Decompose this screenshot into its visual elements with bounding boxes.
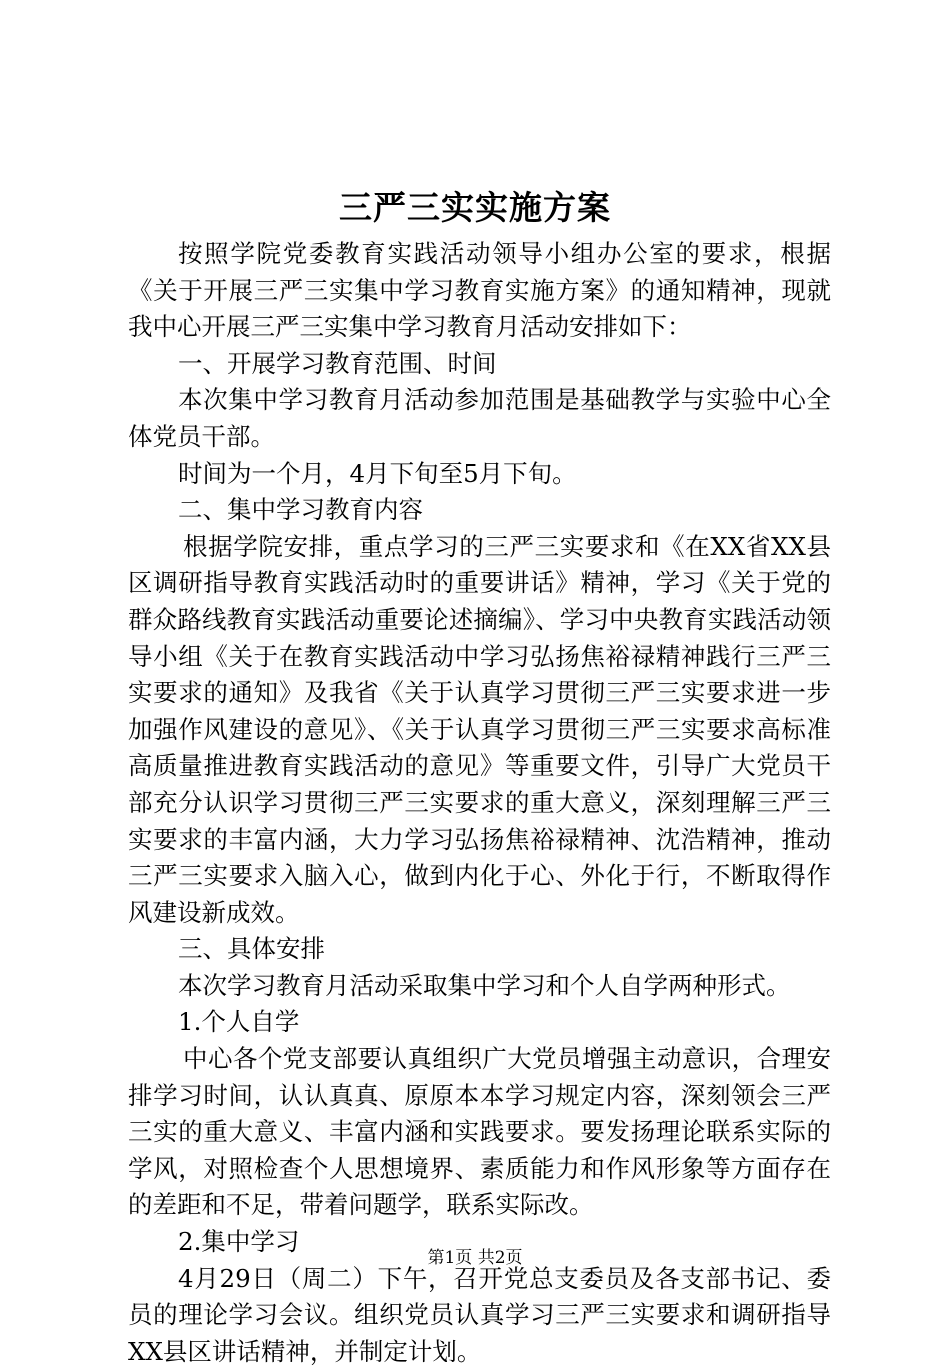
section-heading-3: 三、具体安排: [178, 934, 325, 964]
self-study-paragraph: 中心各个党支部要认真组织广大党员增强主动意识，合理安排学习时间，认认真真、原原本本学习规定内容，深刻领会三严三实的重大意义、丰富内涵和实践要求。要发扬理论联系实际的学风，对照检查个人思想境界、素质能力和作风形象等方面存在的差距和不足，带着问题学，联系实际改。: [128, 1044, 831, 1220]
scope-paragraph: 本次集中学习教育月活动参加范围是基础教学与实验中心全体党员干部。: [128, 385, 831, 451]
document-body: [128, 236, 831, 1370]
page-footer: 第1页 共2页: [427, 1248, 523, 1268]
time-paragraph: 时间为一个月，4月下旬至5月下旬。: [178, 458, 577, 488]
group-study-paragraph: 4月29日（周二）下午，召开党总支委员及各支部书记、委员的理论学习会议。组织党员认真学习三严三实要求和调研指导XX县区讲话精神，并制定计划。: [128, 1263, 831, 1366]
subheading-self-study: 1.个人自学: [178, 1007, 300, 1037]
format-paragraph: 本次学习教育月活动采取集中学习和个人自学两种形式。: [178, 970, 791, 1000]
section-heading-2: 二、集中学习教育内容: [178, 495, 423, 525]
content-paragraph: 根据学院安排，重点学习的三严三实要求和《在XX省XX县区调研指导教育实践活动时的重要讲话》精神，学习《关于党的群众路线教育实践活动重要论述摘编》、学习中央教育实践活动领导小组《关于在教育实践活动中学习弘扬焦裕禄精神践行三严三实要求的通知》及我省《关于认真学习贯彻三严三实要求进一步加强作风建设的意见》、《关于认真学习贯彻三严三实要求高标准高质量推进教育实践活动的意见》等重要文件，引导广大党员干部充分认识学习贯彻三严三实要求的重大意义，深刻理解三严三实要求的丰富内涵，大力学习弘扬焦裕禄精神、沈浩精神，推动三严三实要求入脑入心，做到内化于心、外化于行，不断取得作风建设新成效。: [128, 531, 831, 927]
intro-paragraph: 按照学院党委教育实践活动领导小组办公室的要求，根据《关于开展三严三实集中学习教育实施方案》的通知精神，现就我中心开展三严三实集中学习教育月活动安排如下：: [128, 239, 831, 342]
document-title: 三严三实实施方案: [339, 188, 611, 227]
section-heading-1: 一、开展学习教育范围、时间: [178, 348, 497, 378]
subheading-group-study: 2.集中学习: [178, 1227, 300, 1257]
